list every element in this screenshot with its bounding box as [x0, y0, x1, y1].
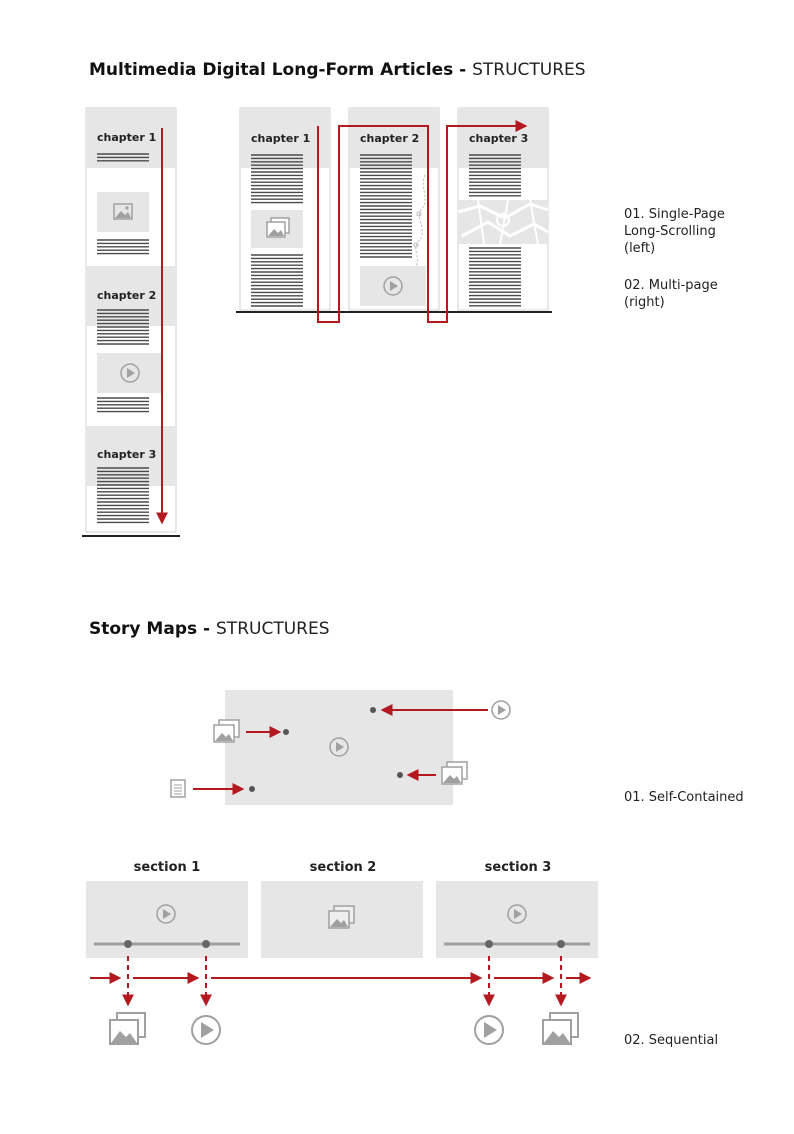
map-point	[370, 707, 376, 713]
play-icon	[192, 1016, 220, 1044]
section1-title-bold: Multimedia Digital Long-Form Articles -	[89, 60, 473, 80]
map-point	[283, 729, 289, 735]
caption-sequential: 02. Sequential	[624, 1033, 719, 1048]
multi-page-article	[236, 108, 552, 322]
single-chapter-3-label: chapter 3	[97, 448, 157, 461]
section-1-label: section 1	[133, 860, 201, 875]
section-2-label: section 2	[309, 860, 377, 875]
caption-self-contained: 01. Self-Contained	[624, 790, 744, 805]
caption-single-page-2: Long-Scrolling	[624, 224, 716, 239]
play-icon	[475, 1016, 503, 1044]
map-point	[397, 772, 403, 778]
caption-single-page-3: (left)	[624, 241, 656, 256]
self-contained-map	[171, 690, 510, 805]
section2-title-light: STRUCTURES	[216, 619, 330, 639]
caption-multi-page-1: 02. Multi-page	[624, 278, 718, 293]
section-3-label: section 3	[484, 860, 552, 875]
map-point	[249, 786, 255, 792]
section1-title-light: STRUCTURES	[472, 60, 586, 80]
document-icon	[171, 780, 185, 797]
section1-title	[89, 60, 586, 80]
image-gallery-icon	[543, 1013, 578, 1044]
page-1-label: chapter 1	[251, 132, 311, 145]
section2-title	[89, 619, 330, 639]
caption-single-page-1: 01. Single-Page	[624, 207, 725, 222]
image-gallery-icon	[110, 1013, 145, 1044]
map-icon	[458, 200, 548, 244]
caption-multi-page-2: (right)	[624, 295, 665, 310]
section-3-panel	[436, 881, 598, 958]
single-chapter-2-label: chapter 2	[97, 289, 157, 302]
single-chapter-1-label: chapter 1	[97, 131, 157, 144]
section2-title-bold: Story Maps -	[89, 619, 217, 639]
single-image-placeholder	[97, 192, 149, 232]
play-icon	[492, 701, 510, 719]
single-page-article	[82, 108, 180, 536]
image-gallery-icon	[267, 218, 289, 237]
section-1-panel	[86, 881, 248, 958]
sequential-map	[86, 860, 598, 1044]
page-3-label: chapter 3	[469, 132, 529, 145]
page-2-label: chapter 2	[360, 132, 420, 145]
